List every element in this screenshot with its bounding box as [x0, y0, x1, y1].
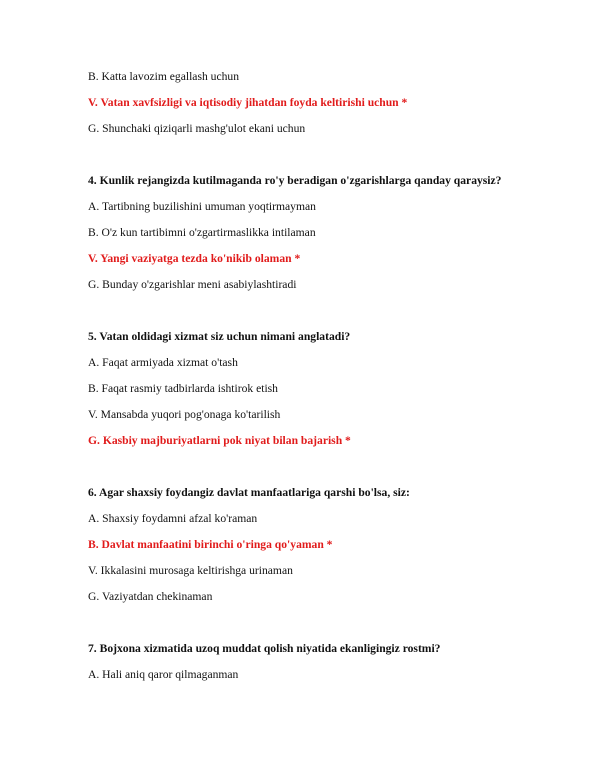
answer-option: A. Hali aniq qaror qilmaganman: [88, 668, 239, 681]
answer-option: G. Vaziyatdan chekinaman: [88, 590, 213, 603]
answer-option-correct: G. Kasbiy majburiyatlarni pok niyat bilan bajarish *: [88, 434, 351, 447]
question-title: 5. Vatan oldidagi xizmat siz uchun nimani anglatadi?: [88, 330, 351, 343]
answer-option: A. Faqat armiyada xizmat o'tash: [88, 356, 238, 369]
question-title: 4. Kunlik rejangizda kutilmaganda ro'y beradigan o'zgarishlarga qanday qaraysiz?: [88, 174, 502, 187]
answer-option: B. Faqat rasmiy tadbirlarda ishtirok etish: [88, 382, 278, 395]
answer-option-correct: B. Davlat manfaatini birinchi o'ringa qo'yaman *: [88, 538, 333, 551]
answer-option: V. Ikkalasini murosaga keltirishga urinaman: [88, 564, 293, 577]
answer-option-correct: V. Yangi vaziyatga tezda ko'nikib olaman *: [88, 252, 301, 265]
answer-option: V. Mansabda yuqori pog'onaga ko'tarilish: [88, 408, 281, 421]
question-title: 6. Agar shaxsiy foydangiz davlat manfaatlariga qarshi bo'lsa, siz:: [88, 486, 410, 499]
answer-option: G. Bunday o'zgarishlar meni asabiylashtiradi: [88, 278, 297, 291]
answer-option: B. O'z kun tartibimni o'zgartirmaslikka intilaman: [88, 226, 316, 239]
question-title: 7. Bojxona xizmatida uzoq muddat qolish niyatida ekanligingiz rostmi?: [88, 642, 441, 655]
answer-option: A. Tartibning buzilishini umuman yoqtirmayman: [88, 200, 316, 213]
answer-option-correct: V. Vatan xavfsizligi va iqtisodiy jihatdan foyda keltirishi uchun *: [88, 96, 408, 109]
answer-option: A. Shaxsiy foydamni afzal ko'raman: [88, 512, 258, 525]
answer-option: B. Katta lavozim egallash uchun: [88, 70, 239, 83]
answer-option: G. Shunchaki qiziqarli mashg'ulot ekani uchun: [88, 122, 306, 135]
